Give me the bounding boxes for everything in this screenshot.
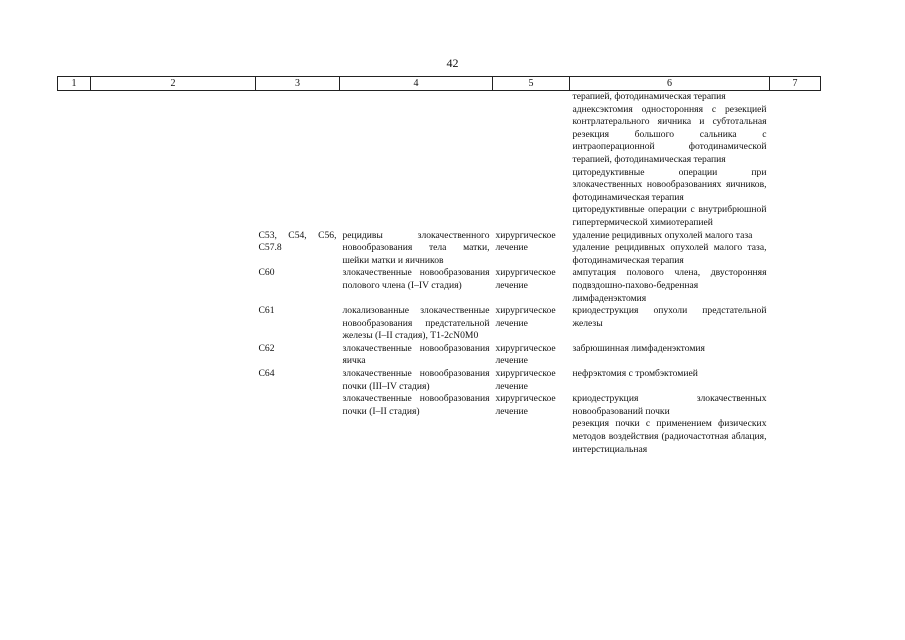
treatment-methods [570, 393, 770, 456]
icd-codes: C64 [258, 368, 275, 380]
method-item: циторедуктивные операции с внутрибрюшной гипертермической химиотерапией [572, 204, 767, 228]
column-header: 2 [91, 77, 256, 91]
treatment-methods [570, 305, 770, 343]
method-item: криодеструкция опухоли предстательной железы [572, 305, 767, 329]
column-header: 3 [256, 77, 340, 91]
method-item: терапией, фотодинамическая терапия [572, 91, 726, 102]
treatment-methods [570, 267, 770, 305]
icd-codes: C62 [258, 342, 275, 354]
table-row [58, 267, 821, 305]
icd-codes [256, 91, 340, 230]
treatment-type: хирургическое лечение [495, 267, 556, 291]
page-number: 42 [446, 56, 459, 70]
table-row [58, 305, 821, 343]
column-header: 6 [570, 77, 770, 91]
treatment-type: хирургическое лечение [495, 368, 556, 392]
method-item: аднексэктомия односторонняя с резекцией контрлатерального яичника и субтотальная резекция большого сальника с интраоперационной фотодинамической терапией, фотодинамическая терапия [572, 103, 767, 165]
treatment-methods [570, 368, 770, 393]
method-item: резекция почки с применением физических методов воздействия (радиочастотная аблация, интерстициальная [572, 418, 767, 455]
diagnosis: злокачественные новообразования почки (I–II стадия) [342, 393, 490, 417]
diagnosis: рецидивы злокачественного новообразования тела матки, шейки матки и яичников [342, 229, 490, 266]
table-row [58, 393, 821, 456]
treatment-methods [570, 91, 770, 230]
diagnosis: локализованные злокачественные новообразования предстательной железы (I–II стадия), T1-2cN0M0 [342, 305, 490, 342]
column-header: 7 [770, 77, 821, 91]
medical-procedures-table [57, 76, 821, 456]
diagnosis: злокачественные новообразования полового члена (I–IV стадия) [342, 267, 490, 291]
treatment-type: хирургическое лечение [495, 393, 556, 417]
table-row [58, 343, 821, 368]
diagnosis [340, 91, 493, 230]
column-header: 5 [493, 77, 570, 91]
treatment-methods [570, 230, 770, 268]
method-item: криодеструкция злокачественных новообразований почки [572, 393, 767, 417]
treatment-type: хирургическое лечение [495, 342, 556, 367]
table-row [58, 230, 821, 268]
treatment-type: хирургическое лечение [495, 305, 556, 329]
column-header: 1 [58, 77, 91, 91]
icd-codes: C53, C54, C56, C57.8 [258, 229, 337, 254]
table-row [58, 91, 821, 230]
treatment-type: хирургическое лечение [495, 229, 556, 254]
treatment-type [493, 91, 570, 230]
diagnosis: злокачественные новообразования яичка [342, 342, 490, 367]
column-number-header [58, 77, 821, 91]
method-item: ампутация полового члена, двусторонняя подвздошно-пахово-бедренная лимфаденэктомия [572, 267, 767, 304]
diagnosis: злокачественные новообразования почки (III–IV стадия) [342, 368, 490, 392]
method-item: удаление рецидивных опухолей малого таза, фотодинамическая терапия [572, 242, 767, 266]
icd-codes: C60 [258, 267, 275, 279]
table-row [58, 368, 821, 393]
method-item: забрюшинная лимфаденэктомия [572, 342, 705, 354]
treatment-methods [570, 343, 770, 368]
method-item: циторедуктивные операции при злокачественных новообразованиях яичников, фотодинамическая терапия [572, 166, 767, 203]
icd-codes: C61 [258, 305, 275, 317]
method-item: нефрэктомия с тромбэктомией [572, 368, 698, 380]
column-header: 4 [340, 77, 493, 91]
method-item: удаление рецидивных опухолей малого таза [572, 229, 753, 241]
icd-codes [256, 393, 340, 456]
